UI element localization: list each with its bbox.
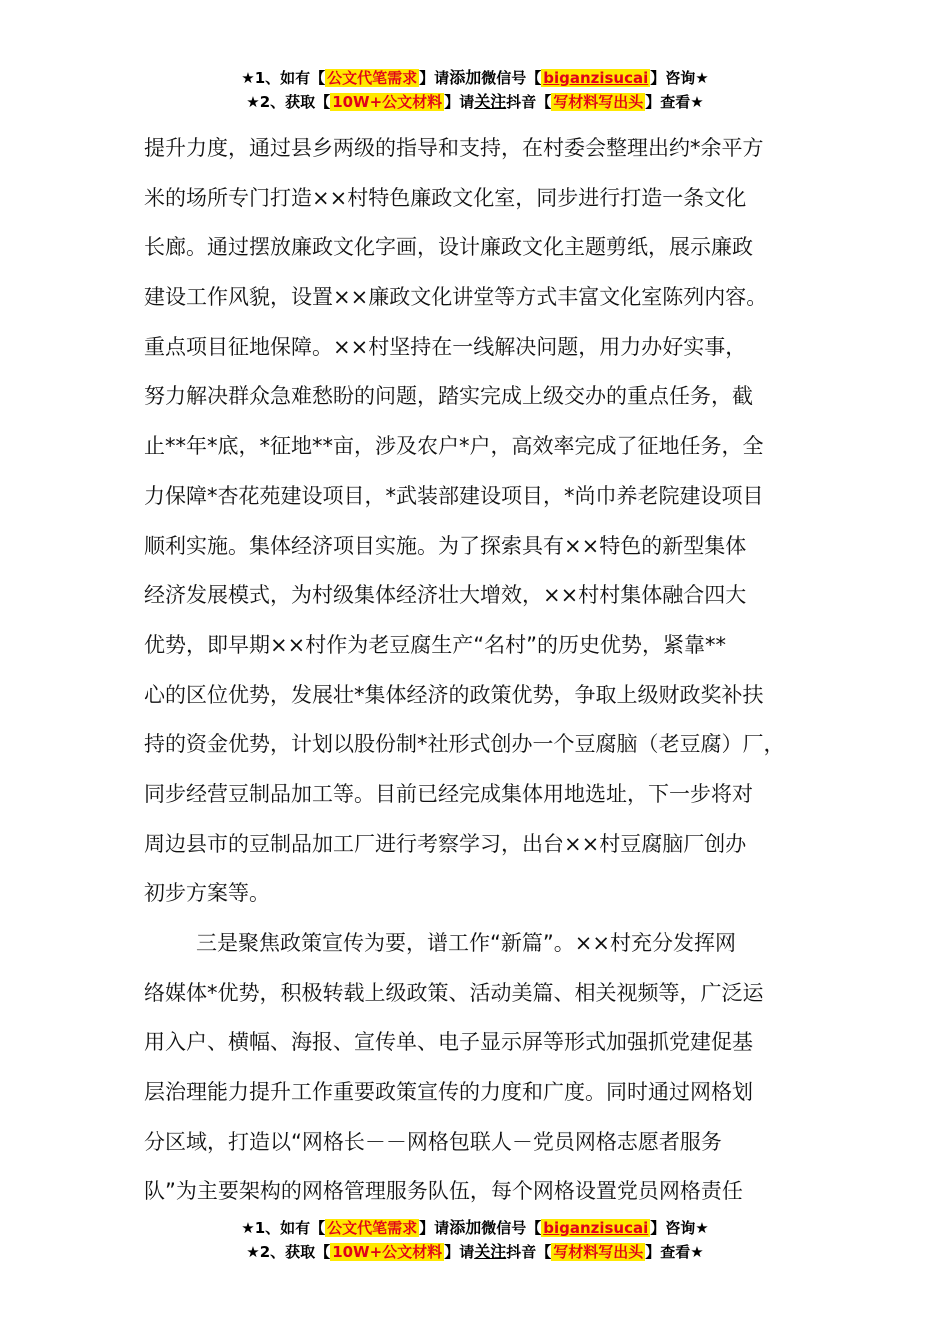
- banner-line-1: ★1、如有【 公文代笔需求 】请添加微信号【 biganzisucai 】咨询★: [241, 1218, 709, 1237]
- body-line: 层治理能力提升工作重要政策宣传的力度和广度。同时通过网格划: [144, 1080, 753, 1105]
- body-line: 经济发展模式，为村级集体经济壮大增效，××村村集体融合四大: [144, 583, 747, 608]
- body-line: 止**年*底，*征地**亩，涉及农户*户，高效率完成了征地任务，全: [144, 434, 764, 459]
- body-line: 顺利实施。集体经济项目实施。为了探索具有××特色的新型集体: [144, 533, 747, 558]
- body-line: 优势，即早期××村作为老豆腐生产“名村”的历史优势，紧靠**: [144, 632, 726, 657]
- footer-banner: [0, 1216, 950, 1264]
- banner-line-1: ★1、如有【 公文代笔需求 】请添加微信号【 biganzisucai 】咨询★: [241, 68, 709, 87]
- body-line: 心的区位优势，发展壮*集体经济的政策优势，争取上级财政奖补扶: [144, 682, 764, 707]
- body-line: 建设工作风貌，设置××廉政文化讲堂等方式丰富文化室陈列内容。: [144, 285, 768, 310]
- body-line: 提升力度，通过县乡两级的指导和支持，在村委会整理出约*余平方: [144, 136, 764, 160]
- body-line: 用入户、横幅、海报、宣传单、电子显示屏等形式加强抓党建促基: [144, 1030, 753, 1055]
- highlight-service: 公文代笔需求: [327, 1219, 418, 1237]
- body-line: 力保障*杏花苑建设项目，*武装部建设项目，*尚巾养老院建设项目: [144, 483, 764, 508]
- banner-line-2: ★2、获取【 10W+公文材料 】请关注抖音【 写材料写出头 】查看★: [246, 1242, 704, 1261]
- body-line: 努力解决群众急难愁盼的问题，踏实完成上级交办的重点任务，截: [144, 384, 753, 409]
- highlight-service: 公文代笔需求: [327, 69, 418, 87]
- body-line: 初步方案等。: [144, 881, 270, 906]
- body-line: 络媒体*优势，积极转载上级政策、活动美篇、相关视频等，广泛运: [144, 980, 764, 1005]
- highlight-materials: 10W+公文材料: [332, 93, 443, 111]
- body-line: 米的场所专门打造××村特色廉政文化室，同步进行打造一条文化: [144, 185, 747, 210]
- wechat-id[interactable]: biganzisucai: [543, 69, 649, 87]
- banner-line-2: ★2、获取【 10W+公文材料 】请关注抖音【 写材料写出头 】查看★: [246, 92, 704, 111]
- douyin-account[interactable]: 写材料写出头: [553, 93, 644, 111]
- body-line: 队”为主要架构的网格管理服务队伍，每个网格设置党员网格责任: [144, 1179, 743, 1204]
- douyin-account[interactable]: 写材料写出头: [553, 1243, 644, 1261]
- body-line: 重点项目征地保障。××村坚持在一线解决问题，用力办好实事，: [144, 334, 747, 359]
- body-line: 同步经营豆制品加工等。目前已经完成集体用地选址，下一步将对: [144, 781, 753, 806]
- document-body: [144, 124, 834, 1217]
- header-banner: [0, 66, 950, 114]
- wechat-id[interactable]: biganzisucai: [543, 1219, 649, 1237]
- body-line: 长廊。通过摆放廉政文化字画，设计廉政文化主题剪纸，展示廉政: [144, 235, 753, 260]
- highlight-materials: 10W+公文材料: [332, 1243, 443, 1261]
- body-line: 分区域，打造以“网格长－－网格包联人－党员网格志愿者服务: [144, 1129, 722, 1154]
- body-line: 持的资金优势，计划以股份制*社形式创办一个豆腐脑（老豆腐）厂，: [144, 732, 785, 757]
- body-line: 周边县市的豆制品加工厂进行考察学习，出台××村豆腐脑厂创办: [144, 831, 747, 856]
- paragraph-start-line: 三是聚焦政策宣传为要，谱工作“新篇”。××村充分发挥网: [196, 931, 736, 955]
